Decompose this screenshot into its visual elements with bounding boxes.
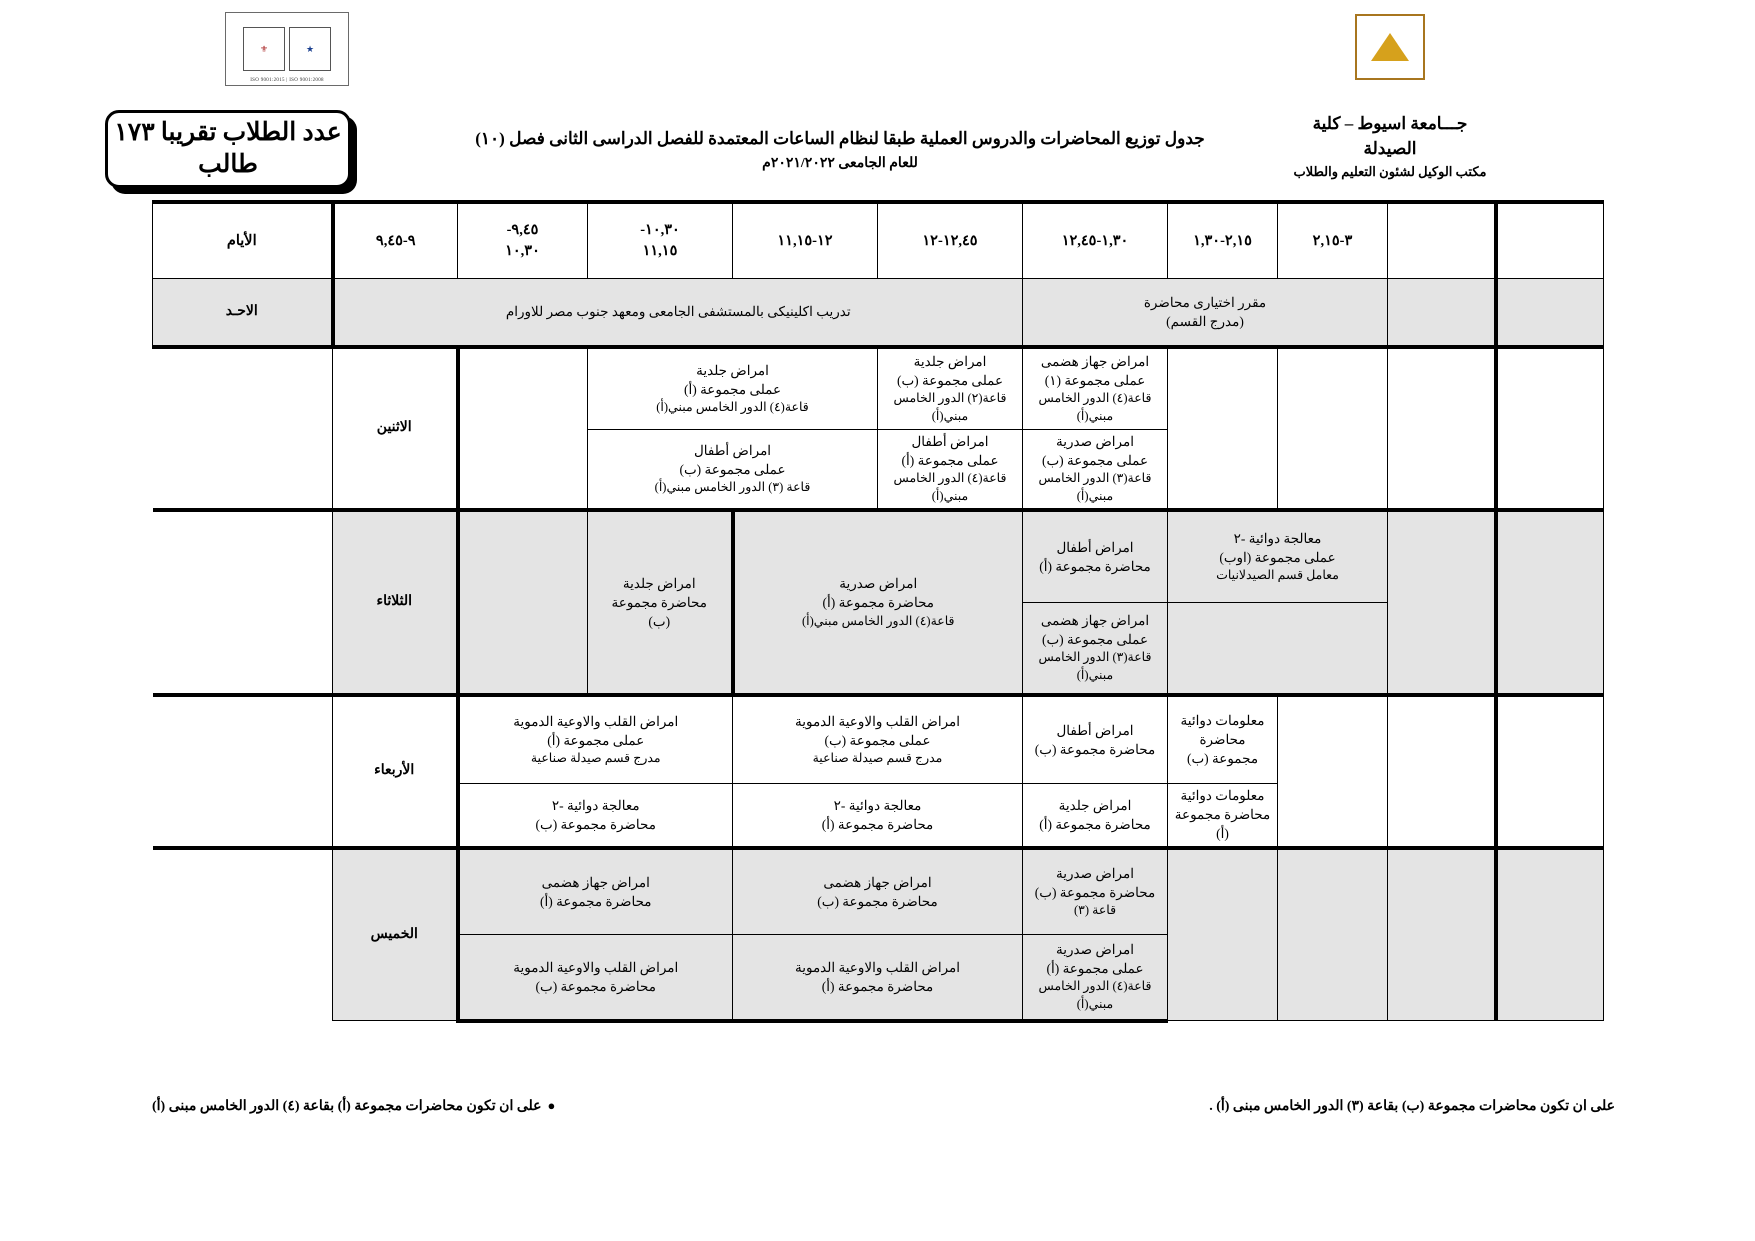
day-label-tuesday: الثلاثاء: [333, 510, 458, 695]
tuesday-empty-4: [1168, 602, 1388, 695]
university-name-line2: الصيدلة: [1363, 138, 1417, 158]
monday-empty-2: [1388, 347, 1496, 510]
schedule-table: [152, 200, 1604, 1023]
wednesday-pharmacotherapy2-lecture-groupA: [733, 783, 1023, 848]
monday-chest-lab-groupB: [1023, 430, 1168, 510]
course-room: مدرج قسم صيدلة صناعية: [812, 751, 943, 766]
course-title: امراض جلدية: [913, 354, 987, 370]
wednesday-cardio-lab-groupA: [458, 695, 733, 784]
monday-pediatrics-lab-groupB: [588, 430, 878, 510]
table-row-sunday: [153, 279, 1604, 348]
tuesday-derma-lecture-groupB: [588, 510, 733, 695]
tuesday-pediatrics-lecture-groupA: [1023, 510, 1168, 603]
course-title: معالجة دوائية -٢: [833, 797, 922, 813]
time-header-1-30-12-45: ١,٣٠-١٢,٤٥: [1023, 202, 1168, 279]
tuesday-empty-2: [1388, 510, 1496, 695]
course-group: محاضرة مجموعة (أ): [539, 893, 652, 909]
thursday-cardio-lecture-groupB: [458, 934, 733, 1021]
monday-empty-5: [458, 347, 588, 510]
student-count-box: عدد الطلاب تقريبا ١٧٣ طالب: [105, 110, 351, 188]
monday-empty-3: [1278, 347, 1388, 510]
course-title: امراض أطفال: [911, 434, 989, 449]
wednesday-derma-lecture-groupA: [1023, 783, 1168, 848]
monday-derma-lab-groupA: [588, 347, 878, 430]
course-group: مجموعة (ب): [1186, 751, 1259, 767]
course-room: قاعة (٣) الدور الخامس مبني(أ): [654, 480, 811, 495]
course-room: مدرج قسم صيدلة صناعية: [530, 751, 661, 766]
title-main-line: جدول توزيع المحاضرات والدروس العملية طبقا لنظام الساعات المعتمدة للفصل الدراسى الثانى فصل (١٠): [475, 129, 1205, 148]
course-room: قاعة(٣) الدور الخامس مبني(أ): [1038, 471, 1152, 504]
course-title: امراض جهاز هضمى: [541, 874, 650, 890]
course-title: امراض القلب والاوعية الدموية: [513, 713, 679, 729]
bullet-icon: ●: [547, 1098, 556, 1113]
days-column-header: الأيام: [153, 202, 333, 279]
course-title: معلومات دوائية: [1180, 788, 1265, 804]
course-title: امراض القلب والاوعية الدموية: [794, 959, 961, 975]
course-room: قاعة(٤) الدور الخامس مبني(أ): [893, 471, 1007, 504]
university-seal-icon: ★: [289, 27, 331, 71]
tuesday-pharmacotherapy2-lab: [1168, 510, 1388, 603]
course-group: عملى مجموعة (أ): [901, 453, 999, 469]
course-group: محاضرة مجموعة (أ): [1174, 807, 1271, 842]
footer-note-group-b: [1209, 1098, 1615, 1115]
university-header-block: [1255, 112, 1525, 182]
monday-pediatrics-lab-groupA: [878, 430, 1023, 510]
schedule-table-wrapper: [152, 200, 1604, 1023]
wednesday-empty-3: [1278, 695, 1388, 848]
thursday-digestive-lecture-groupB: [733, 848, 1023, 935]
course-group: محاضرة مجموعة (أ): [1039, 816, 1151, 832]
thursday-chest-lab-groupA: [1023, 934, 1168, 1021]
course-room: قاعة(٤) الدور الخامس مبني(أ): [656, 400, 809, 415]
footer-note-group-a: [152, 1098, 555, 1115]
course-title: معالجة دوائية -٢: [1233, 530, 1322, 546]
course-room: قاعة(٤) الدور الخامس مبني(أ): [801, 613, 955, 628]
time-line-2: ١٠,٣٠: [505, 243, 540, 259]
course-title: امراض القلب والاوعية الدموية: [794, 713, 961, 729]
course-title: معلومات دوائية: [1180, 713, 1265, 729]
wednesday-pediatrics-lecture-groupB: [1023, 695, 1168, 784]
course-title: امراض صدرية: [839, 576, 918, 592]
course-title: امراض أطفال: [693, 442, 772, 458]
vice-dean-office-line: مكتب الوكيل لشئون التعليم والطلاب: [1293, 164, 1487, 180]
course-group: محاضرة مجموعة (أ): [821, 816, 934, 832]
thursday-empty-1: [1496, 848, 1604, 1021]
time-line-2: ١١,١٥: [642, 243, 678, 259]
course-group: عملى مجموعة (١): [1044, 373, 1146, 389]
thursday-cardio-lecture-groupA: [733, 934, 1023, 1021]
time-header-2-15-1-30: ٢,١٥-١,٣٠: [1168, 202, 1278, 279]
course-group: محاضرة مجموعة (ب): [535, 978, 656, 994]
course-title: معالجة دوائية -٢: [551, 797, 640, 813]
course-group: عملى مجموعة (أ): [683, 382, 782, 398]
title-academic-year: للعام الجامعى ٢٠٢١/٢٠٢٢م: [762, 155, 918, 171]
sunday-empty-2: [1388, 279, 1496, 348]
course-group: عملى مجموعة (أ): [547, 732, 645, 748]
wednesday-pharmacotherapy2-lecture-groupB: [458, 783, 733, 848]
course-group: عملى مجموعة (أ): [1046, 961, 1144, 977]
table-row-tuesday-1: [153, 510, 1604, 603]
thursday-empty-3: [1278, 848, 1388, 1021]
course-title: امراض جلدية: [622, 575, 696, 591]
sunday-empty-1: [1496, 279, 1604, 348]
table-row-thursday-1: [153, 848, 1604, 935]
course-title: امراض صدرية: [1056, 865, 1134, 881]
course-room: قاعة(٣) الدور الخامس مبني(أ): [1038, 650, 1152, 682]
tuesday-empty-3: [458, 510, 588, 695]
pyramid-shape-icon: [1371, 33, 1409, 61]
course-group: محاضرة مجموعة (ب): [535, 816, 656, 832]
course-title: امراض جلدية: [696, 362, 769, 378]
tuesday-empty-1: [1496, 510, 1604, 695]
course-group: عملى مجموعة (ب): [679, 462, 786, 478]
footer-note-group-b-text: على ان تكون محاضرات مجموعة (ب) بقاعة (٣) الدور الخامس مبنى (أ) .: [1209, 1099, 1615, 1114]
day-label-monday: الاثنين: [333, 347, 458, 510]
course-title: امراض جلدية: [1058, 797, 1132, 813]
monday-empty-1: [1496, 347, 1604, 510]
course-room: قاعة(٤) الدور الخامس مبني(أ): [1038, 979, 1152, 1011]
table-row-monday-1: [153, 347, 1604, 430]
header-spacer-1: [1496, 202, 1604, 279]
course-title: مقرر اختيارى محاضرة: [1143, 294, 1267, 310]
wednesday-drug-info-lecture-groupA: [1168, 783, 1278, 848]
course-title: امراض أطفال: [1056, 539, 1134, 555]
course-title: امراض صدرية: [1056, 434, 1134, 449]
course-title: امراض صدرية: [1056, 941, 1134, 957]
course-room: قاعة(٢) الدور الخامس مبني(أ): [893, 391, 1007, 424]
course-room: قاعة(٤) الدور الخامس مبني(أ): [1038, 391, 1152, 424]
wednesday-drug-info-lecture-groupB: [1168, 695, 1278, 784]
sunday-clinical-training-cell: تدريب اكلينيكى بالمستشفى الجامعى ومعهد جنوب مصر للاورام: [333, 279, 1023, 348]
course-title: امراض أطفال: [1056, 722, 1134, 738]
time-line-1: ١٠,٣٠-: [640, 222, 680, 239]
university-name-line1: جـــامعة اسيوط – كلية: [1312, 114, 1468, 133]
course-title: امراض جهاز هضمى: [1040, 612, 1150, 628]
sunday-elective-cell: [1023, 279, 1388, 348]
time-header-12-45-12: ١٢,٤٥-١٢: [878, 202, 1023, 279]
iso-certification-text: ISO 9001:2015 | ISO 9001:2008: [250, 78, 324, 83]
course-group: محاضرة مجموعة (أ): [821, 978, 934, 994]
course-group: محاضرة مجموعة: [611, 594, 707, 610]
course-title: امراض جهاز هضمى: [823, 874, 932, 890]
time-header-3-2-15: ٣-٢,١٥: [1278, 202, 1388, 279]
pharmacy-seal-icon: ⚜: [243, 27, 285, 71]
course-group: عملى مجموعة (اوب): [1219, 549, 1336, 565]
monday-empty-4: [1168, 347, 1278, 510]
day-label-wednesday: الأربعاء: [333, 695, 458, 848]
course-group: عملى مجموعة (ب): [1041, 632, 1149, 648]
time-header-9-45-10-30: [458, 202, 588, 279]
assiut-university-pharmacy-seal-icon: [225, 12, 349, 86]
wednesday-cardio-lab-groupB: [733, 695, 1023, 784]
course-title: امراض جهاز هضمى: [1040, 354, 1150, 370]
course-room: معامل قسم الصيدلانيات: [1216, 568, 1339, 583]
wednesday-empty-2: [1388, 695, 1496, 848]
table-header-row: [153, 202, 1604, 279]
course-location: (مدرج القسم): [1166, 314, 1244, 329]
monday-derma-lab-groupB: [878, 347, 1023, 430]
course-room: قاعة (٣): [1073, 903, 1117, 918]
thursday-chest-lecture-groupB: [1023, 848, 1168, 935]
thursday-digestive-lecture-groupA: [458, 848, 733, 935]
footer-note-group-a-text: على ان تكون محاضرات مجموعة (أ) بقاعة (٤) الدور الخامس مبنى (أ): [152, 1099, 542, 1114]
course-group: عملى مجموعة (ب): [1041, 453, 1149, 469]
egypt-pyramid-emblem-icon: [1355, 14, 1425, 80]
course-title: امراض القلب والاوعية الدموية: [513, 959, 679, 975]
time-line-1: ٩,٤٥-: [506, 222, 539, 239]
time-header-12-11-15: ١٢-١١,١٥: [733, 202, 878, 279]
course-group: محاضرة مجموعة (ب): [1034, 884, 1156, 900]
course-group: محاضرة مجموعة (ب): [1034, 741, 1156, 757]
monday-digestive-lab-group1: [1023, 347, 1168, 430]
time-header-10-30-11-15: [588, 202, 733, 279]
tuesday-chest-lecture-groupA: [733, 510, 1023, 695]
course-group: محاضرة مجموعة (ب): [817, 893, 938, 909]
course-group: محاضرة مجموعة (أ): [822, 595, 935, 611]
course-group: عملى مجموعة (ب): [896, 373, 1004, 389]
tuesday-digestive-lab-groupB: [1023, 602, 1168, 695]
thursday-empty-2: [1388, 848, 1496, 1021]
time-header-9-9-45: ٩-٩,٤٥: [333, 202, 458, 279]
day-label-sunday: الاحـد: [153, 279, 333, 348]
course-type: محاضرة: [1199, 732, 1246, 748]
day-label-thursday: الخميس: [333, 848, 458, 1021]
course-group: عملى مجموعة (ب): [824, 732, 931, 748]
footer-notes: [152, 1098, 1615, 1115]
header-spacer-2: [1388, 202, 1496, 279]
thursday-empty-4: [1168, 848, 1278, 1021]
wednesday-empty-1: [1496, 695, 1604, 848]
course-group-letter: (ب): [648, 613, 671, 629]
table-row-wednesday-1: [153, 695, 1604, 784]
course-group: محاضرة مجموعة (أ): [1039, 558, 1151, 574]
page-title: [420, 128, 1260, 172]
